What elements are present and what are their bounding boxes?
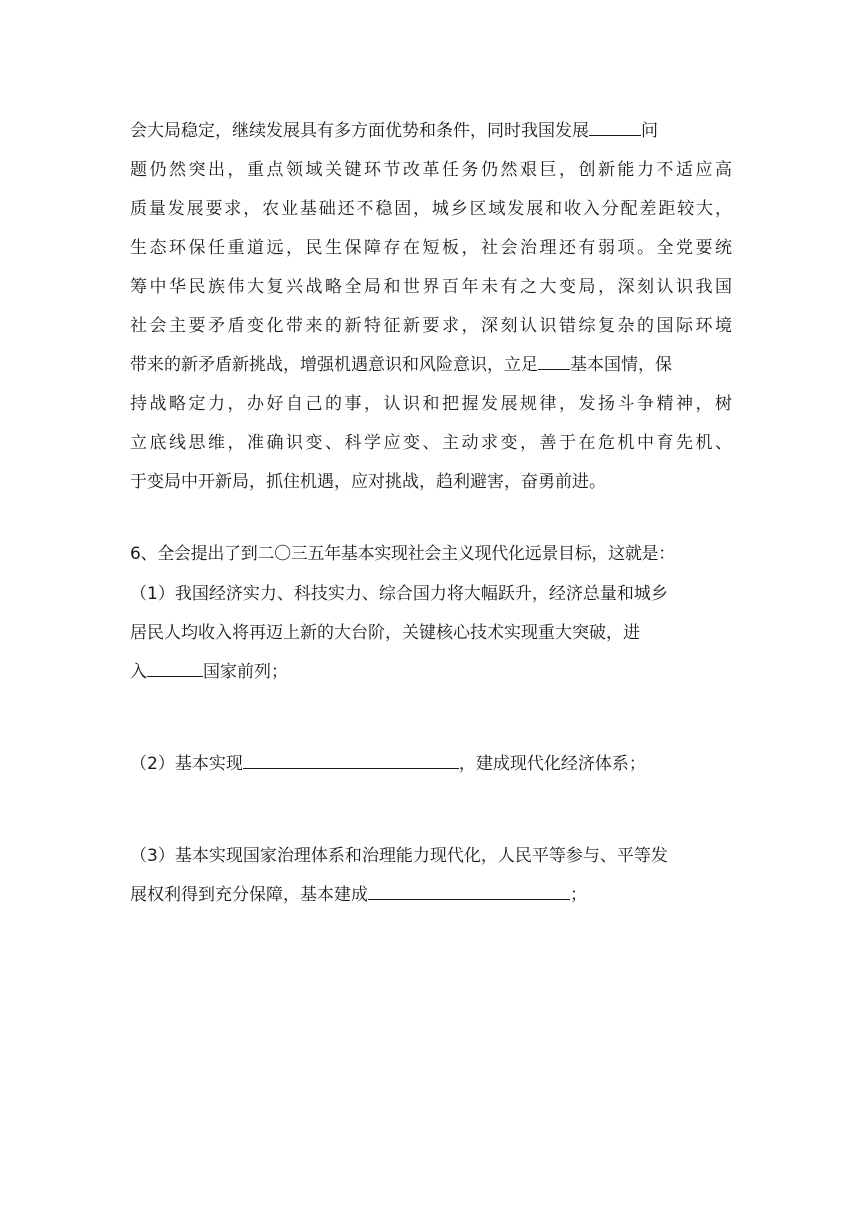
para1-line-5: 筹中华民族伟大复兴战略全局和世界百年未有之大变局，深刻认识我国 xyxy=(130,277,732,297)
text: ； xyxy=(570,885,587,905)
text: 国家前列； xyxy=(203,662,288,682)
text: 基本国情，保 xyxy=(570,355,672,375)
blank-3 xyxy=(147,662,203,677)
q6-item1-line-3 xyxy=(130,662,288,682)
para1-line-10: 于变局中开新局，抓住机遇，应对挑战，趋利避害，奋勇前进。 xyxy=(130,472,606,492)
para1-line-1 xyxy=(130,121,658,141)
text: 带来的新矛盾新挑战，增强机遇意识和风险意识，立足 xyxy=(130,355,538,375)
q6-heading: 6、全会提出了到二〇三五年基本实现社会主义现代化远景目标，这就是： xyxy=(130,544,675,564)
para1-line-8: 持战略定力，办好自己的事，认识和把握发展规律，发扬斗争精神，树 xyxy=(130,394,732,414)
para1-line-6: 社会主要矛盾变化带来的新特征新要求，深刻认识错综复杂的国际环境 xyxy=(130,316,732,336)
blank-5 xyxy=(368,885,570,900)
blank-4 xyxy=(243,754,459,769)
text: 会大局稳定，继续发展具有多方面优势和条件，同时我国发展 xyxy=(130,121,589,141)
blank-2 xyxy=(538,355,570,370)
q6-item3-line-2 xyxy=(130,885,587,905)
para1-line-7 xyxy=(130,355,672,375)
q6-item3-line-1: （3）基本实现国家治理体系和治理能力现代化，人民平等参与、平等发 xyxy=(130,846,668,866)
para1-line-9: 立底线思维，准确识变、科学应变、主动求变，善于在危机中育先机、 xyxy=(130,433,732,453)
q6-item1-line-1: （1）我国经济实力、科技实力、综合国力将大幅跃升，经济总量和城乡 xyxy=(130,584,668,604)
text: 展权利得到充分保障，基本建成 xyxy=(130,885,368,905)
text: （2）基本实现 xyxy=(130,754,243,774)
blank-1 xyxy=(589,121,641,136)
para1-line-2: 题仍然突出，重点领域关键环节改革任务仍然艰巨，创新能力不适应高 xyxy=(130,160,732,180)
para1-line-4: 生态环保任重道远，民生保障存在短板，社会治理还有弱项。全党要统 xyxy=(130,238,732,258)
para1-line-3: 质量发展要求，农业基础还不稳固，城乡区域发展和收入分配差距较大， xyxy=(130,199,732,219)
text: ，建成现代化经济体系； xyxy=(458,754,646,774)
text: 入 xyxy=(130,662,147,682)
q6-item1-line-2: 居民人均收入将再迈上新的大台阶，关键核心技术实现重大突破，进 xyxy=(130,623,640,643)
q6-item2 xyxy=(130,754,646,774)
text: 问 xyxy=(641,121,658,141)
